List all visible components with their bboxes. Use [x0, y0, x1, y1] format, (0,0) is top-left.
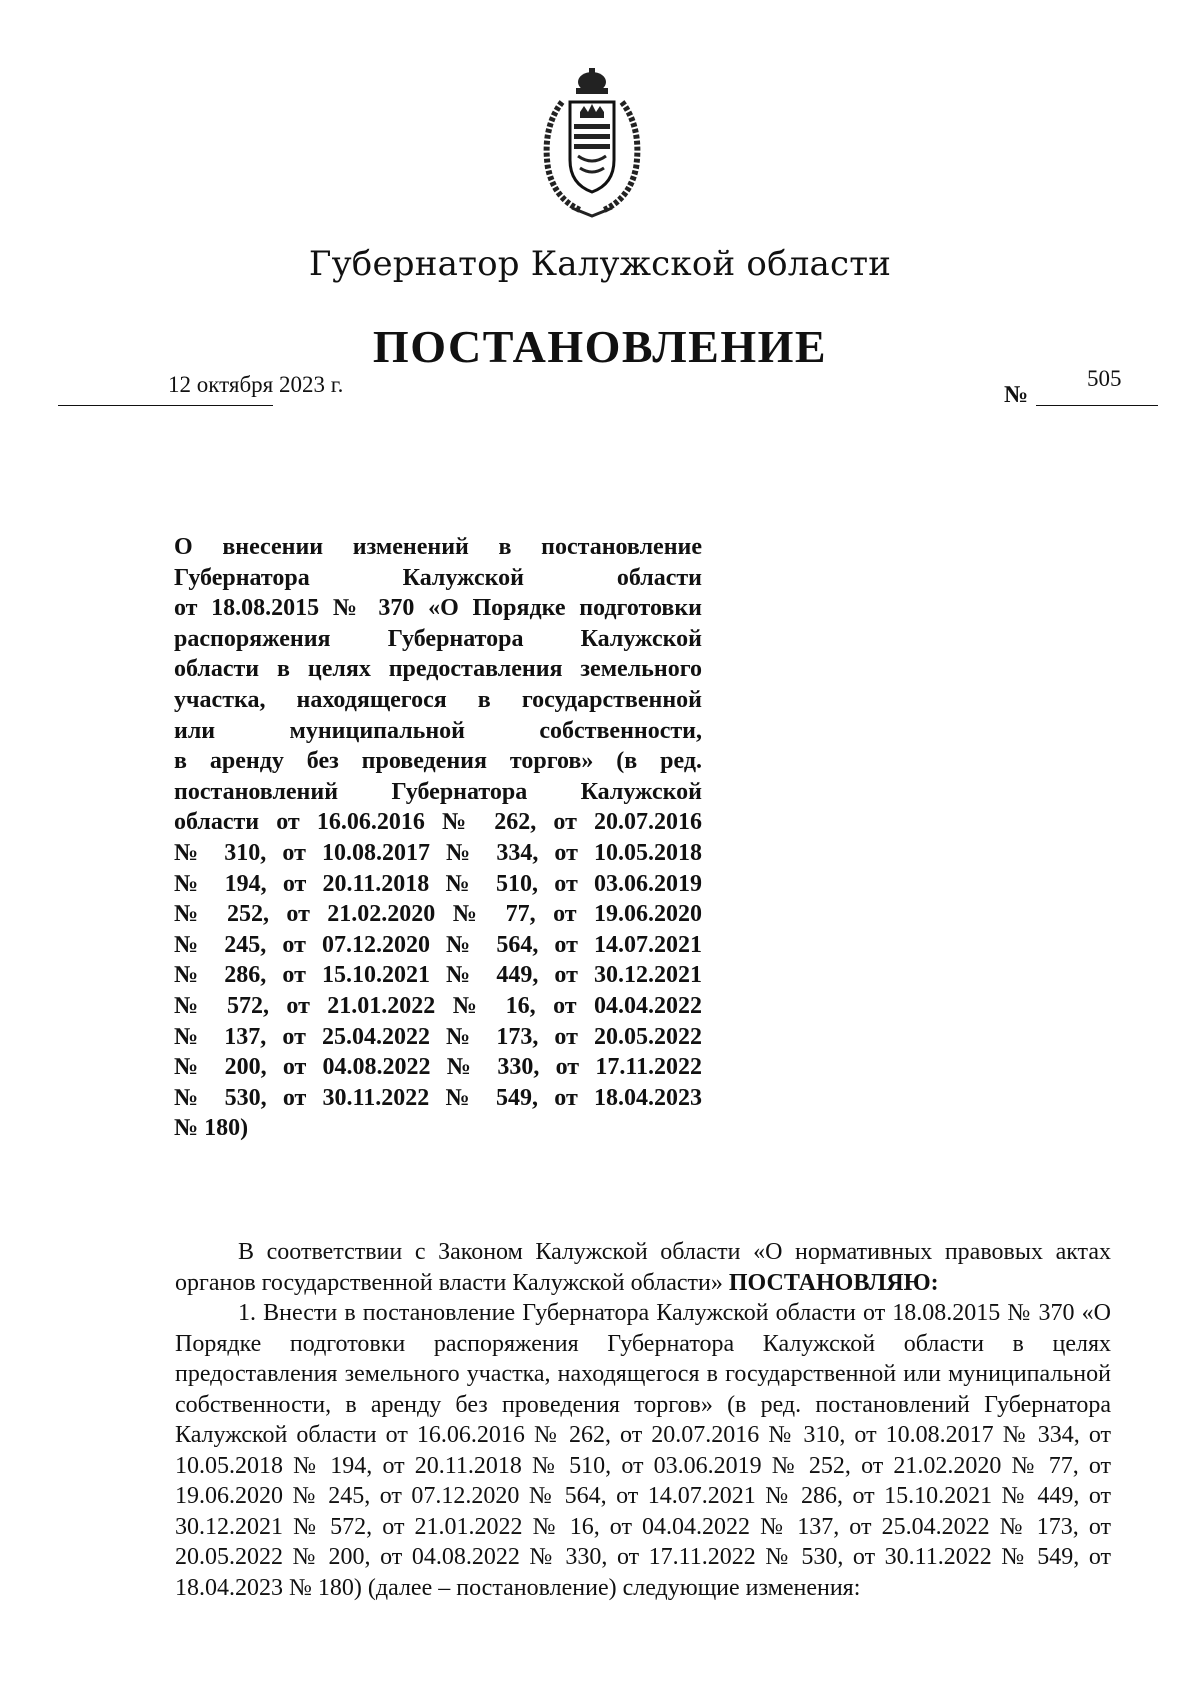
title-line: в аренду без проведения торгов» (в ред.	[174, 748, 702, 775]
title-line: области от 16.06.2016 № 262, от 20.07.2016	[174, 809, 702, 836]
title-line: № 194, от 20.11.2018 № 510, от 03.06.2019	[174, 870, 702, 897]
title-line: № 310, от 10.08.2017 № 334, от 10.05.2018	[174, 839, 702, 866]
title-line: распоряжения Губернатора Калужской	[174, 625, 702, 652]
title-line: № 137, от 25.04.2022 № 173, от 20.05.2022	[174, 1023, 702, 1050]
title-line: Губернатора Калужской области	[174, 564, 702, 591]
document-type: ПОСТАНОВЛЕНИЕ	[372, 321, 828, 372]
title-line: № 180)	[174, 1115, 249, 1142]
coat-of-arms-icon	[532, 68, 652, 218]
document-number: 505	[1087, 366, 1122, 391]
issuing-authority: Губернатор Калужской области	[308, 244, 892, 284]
title-line: № 200, от 04.08.2022 № 330, от 17.11.2022	[174, 1054, 702, 1081]
title-line: О внесении изменений в постановление	[174, 534, 702, 560]
item-1-paragraph: 1. Внести в постановление Губернатора Калужской области от 18.08.2015 № 370 «О Порядке подготовки распоряжения Губернатора Калужской области в целях предоставления земельного участка, находящегося в государственной или муниципальной собственности, в аренду без проведения торгов» (в ред. постановлений Губернатора Калужской области от 16.06.2016 № 262, от 20.07.2016 № 310, от 10.08.2017 № 334, от 10.05.2018 № 194, от 20.11.2018 № 510, от 03.06.2019 № 252, от 21.02.2020 № 77, от 19.06.2020 № 245, от 07.12.2020 № 564, от 14.07.2021 № 286, от 15.10.2021 № 449, от 30.12.2021 № 572, от 21.01.2022 № 16, от 04.04.2022 № 137, от 25.04.2022 № 173, от 20.05.2022 № 200, от 04.08.2022 № 330, от 17.11.2022 № 530, от 30.11.2022 № 549, от 18.04.2023 № 180) (далее – постановление) следующие изменения:	[175, 1300, 1111, 1601]
title-line: постановлений Губернатора Калужской	[174, 778, 702, 805]
preamble-paragraph	[175, 1237, 1111, 1298]
title-line: участка, находящегося в государственной	[174, 686, 702, 713]
title-line: от 18.08.2015 № 370 «О Порядке подготовки	[174, 595, 702, 622]
title-line: № 245, от 07.12.2020 № 564, от 14.07.2021	[174, 931, 702, 958]
title-line: № 572, от 21.01.2022 № 16, от 04.04.2022	[174, 992, 702, 1019]
resolve-word: ПОСТАНОВЛЯЮ:	[728, 1269, 939, 1296]
date-underline	[58, 405, 273, 406]
title-line: № 286, от 15.10.2021 № 449, от 30.12.2021	[174, 962, 702, 989]
document-body	[175, 1237, 1111, 1603]
title-line: № 252, от 21.02.2020 № 77, от 19.06.2020	[174, 901, 702, 928]
document-title	[174, 532, 702, 1144]
title-line: или муниципальной собственности,	[174, 717, 702, 744]
number-label: №	[1004, 382, 1029, 408]
number-underline	[1036, 405, 1158, 406]
preamble-text: В соответствии с Законом Калужской области «О нормативных правовых актах органов государственной власти Калужской области»	[175, 1239, 1111, 1296]
document-date: 12 октября 2023 г.	[168, 372, 344, 397]
title-line: № 530, от 30.11.2022 № 549, от 18.04.2023	[174, 1084, 702, 1111]
title-line: области в целях предоставления земельного	[174, 656, 702, 683]
